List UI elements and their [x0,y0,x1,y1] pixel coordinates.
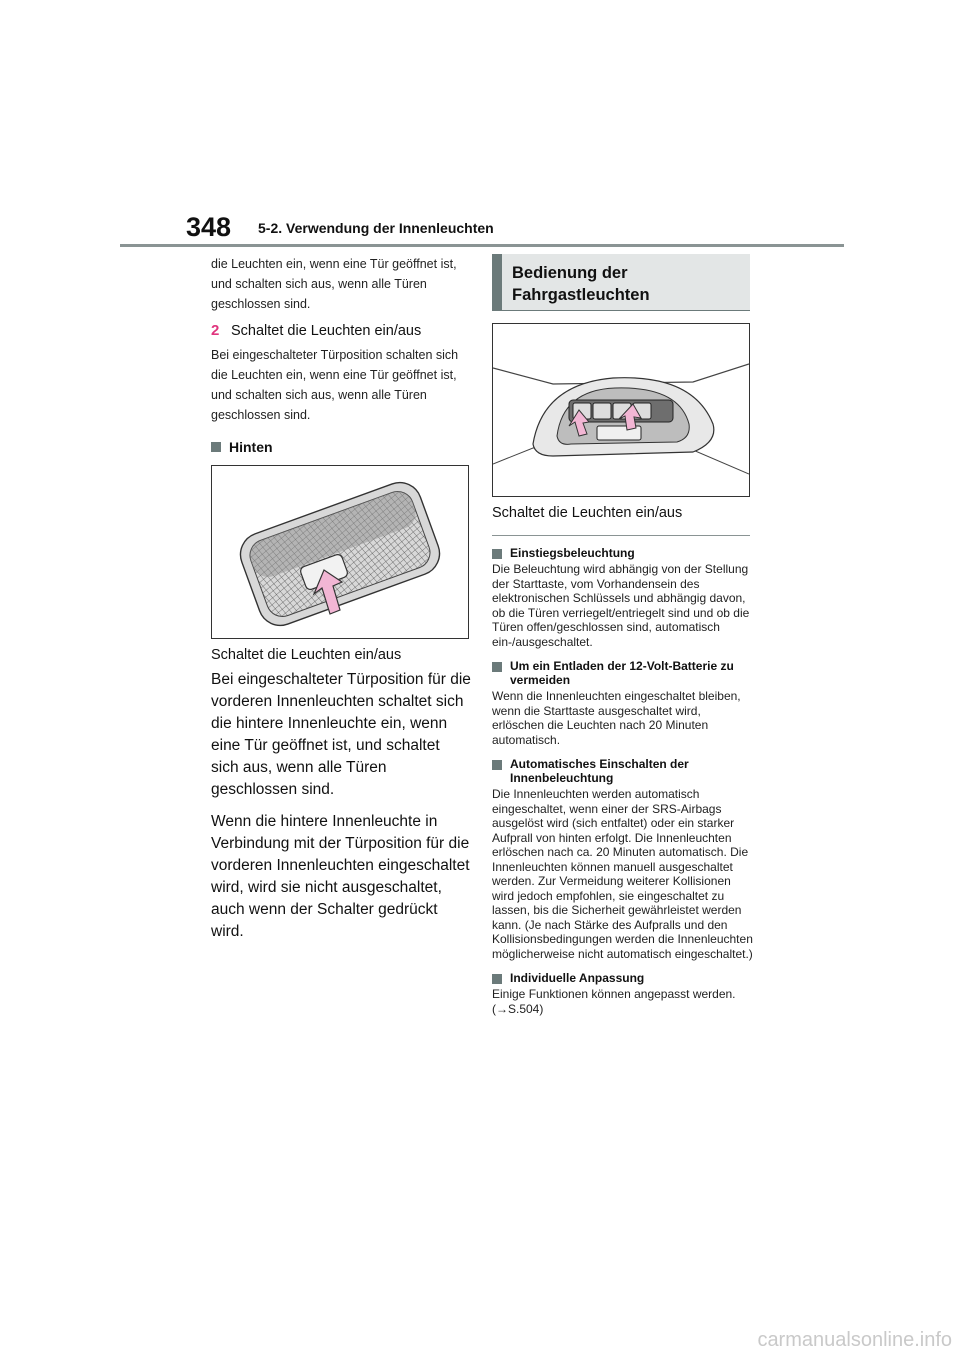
step-label: Schaltet die Leuchten ein/aus [231,323,422,339]
note-entry [492,757,754,961]
rear-heading [211,439,471,455]
note-entry [492,971,754,1016]
front-light-illustration [492,323,750,497]
note-text: Die Beleuchtung wird abhängig von der Stellung der Starttaste, vom Vorhandensein des elektronischen Schlüssels und abhängig davon, ob die Türen verriegelt/entriegelt sind und ob die Türen offen/geschlossen sind, automatisch ein-/ausgeschaltet. [492,562,750,649]
step-2-description: Bei eingeschalteter Türposition schalten sich die Leuchten ein, wenn eine Tür geöffnet ist, und schalten sich aus, wenn alle Türen geschlossen sind. [211,348,459,422]
intro-text: die Leuchten ein, wenn eine Tür geöffnet ist, und schalten sich aus, wenn alle Türen geschlossen sind. [211,257,457,311]
square-bullet-icon [492,549,502,559]
step-2 [211,322,471,339]
rear-heading-label: Hinten [229,439,273,455]
page-header [0,0,960,250]
rear-paragraph-2: Wenn die hintere Innenleuchte in Verbindung mit der Türposition für die vorderen Innenleuchten eingeschaltet wird, wird sie nicht ausgeschaltet, auch wenn der Schalter gedrückt wird. [211,813,470,940]
note-title: Automatisches Einschalten der Innenbeleuchtung [510,757,689,785]
overhead-console-image [493,324,749,496]
note-entry [492,659,754,747]
watermark: carmanualsonline.info [757,1329,952,1351]
rear-light-illustration [211,465,469,639]
left-column [211,254,471,943]
rear-caption: Schaltet die Leuchten ein/aus [211,647,402,663]
note-text: Einige Funktionen können angepasst werden. (→S.504) [492,987,736,1016]
front-caption: Schaltet die Leuchten ein/aus [492,505,683,521]
header-divider [120,244,844,247]
divider [492,535,750,536]
passenger-light-heading: Bedienung der Fahrgastleuchten [492,254,750,310]
note-text: Wenn die Innenleuchten eingeschaltet bleiben, wenn die Starttaste ausgeschaltet wird, erlöschen die Leuchten nach 20 Minuten automatisch. [492,689,741,747]
square-bullet-icon [492,662,502,672]
square-bullet-icon [492,974,502,984]
section-title: 5-2. Verwendung der Innenleuchten [258,220,494,236]
right-column [492,254,754,1016]
rear-dome-light-image [212,466,468,638]
note-text: Die Innenleuchten werden automatisch eingeschaltet, wenn einer der SRS-Airbags ausgelöst wird (sich entfaltet) oder ein starker Aufprall von hinten erfolgt. Die Innenleuchten erlöschen nach ca. 20 Minuten automatisch. Die Innenleuchten können manuell ausgeschaltet werden. Zur Vermeidung weiterer Kollisionen wird jedoch empfohlen, sie eingeschaltet zu lassen, bis die Sicherheit gewährleistet werden kann. (Je nach Stärke des Aufpralls und den Kollisionsbedingungen werden die Innenleuchten möglicherweise nicht automatisch eingeschaltet.) [492,787,753,961]
note-title: Einstiegsbeleuchtung [510,546,635,560]
rear-paragraph-1: Bei eingeschalteter Türposition für die vorderen Innenleuchten schaltet sich die hintere Innenleuchte ein, wenn eine Tür geöffnet ist, und schaltet sich aus, wenn alle Türen geschlossen sind. [211,671,471,798]
note-entry [492,546,754,649]
page-number: 348 [186,212,232,242]
square-bullet-icon [211,442,221,452]
note-title: Individuelle Anpassung [510,971,645,985]
step-number: 2 [211,322,220,339]
heading-underline [492,310,750,311]
note-title: Um ein Entladen der 12-Volt-Batterie zu vermeiden [510,659,734,687]
square-bullet-icon [492,760,502,770]
